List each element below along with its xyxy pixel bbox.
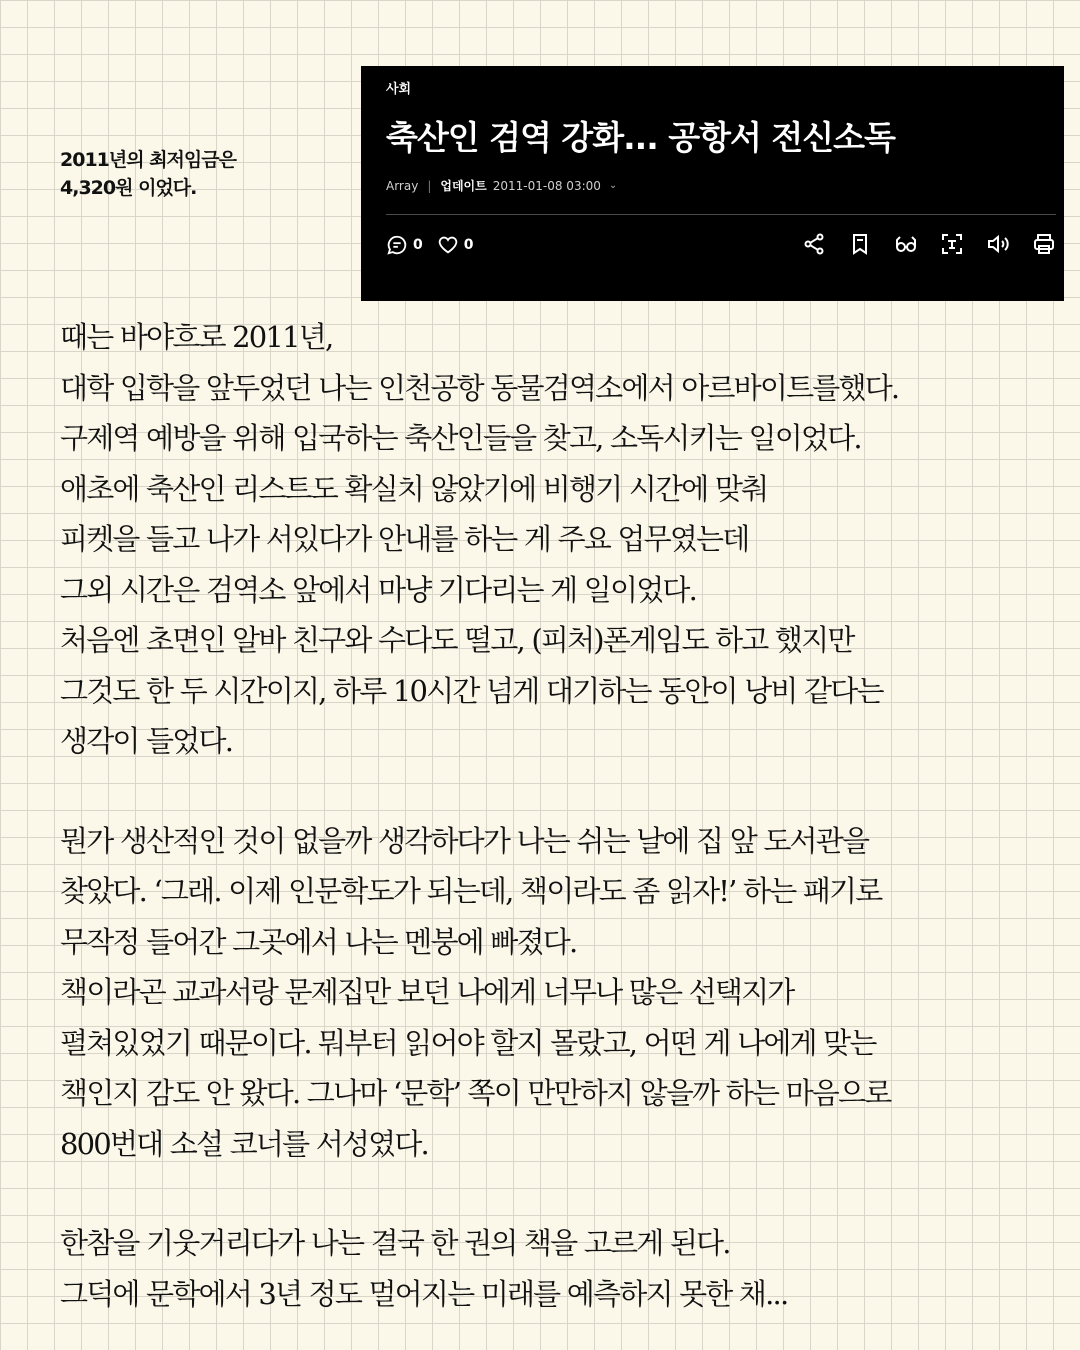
essay-line: 그덕에 문학에서 3년 정도 멀어지는 미래를 예측하지 못한 채... [60,1276,788,1311]
paragraph-gap [60,767,898,816]
scan-icon [940,232,964,256]
share-button[interactable] [802,232,826,256]
comment-icon [386,234,408,256]
essay-line: 생각이 들었다. [60,724,233,758]
minimum-wage-note [60,146,236,202]
note-line: 2011년의 최저임금은 [60,149,236,171]
speaker-icon [986,232,1010,256]
essay-line: 펼쳐있었기 때문이다. 뭐부터 읽어야 할지 몰랐고, 어떤 게 나에게 맞는 [60,1025,876,1060]
essay-line: 대학 입학을 앞두었던 나는 인천공항 동물검역소에서 아르바이트를했다. [60,370,899,405]
essay-line: 뭔가 생산적인 것이 없을까 생각하다가 나는 쉬는 날에 집 앞 도서관을 [60,823,869,858]
like-count: 0 [463,237,474,253]
article-meta [386,177,617,194]
essay-line: 구제역 예방을 위해 입국하는 축산인들을 찾고, 소독시키는 일이었다. [60,421,861,455]
essay-line: 한참을 기웃거리다가 나는 결국 한 권의 책을 고르게 된다. [60,1226,730,1260]
comment-button[interactable] [386,234,423,256]
share-icon [802,232,826,256]
article-category[interactable]: 사회 [386,82,412,97]
note-line: 4,320원 이었다. [60,177,197,199]
essay-line: 그것도 한 두 시간이지, 하루 10시간 넘게 대기하는 동안이 낭비 같다는 [60,673,883,708]
essay-body [60,312,898,1319]
reader-mode-button[interactable] [894,232,918,256]
comment-count: 0 [413,237,423,253]
essay-line: 그외 시간은 검역소 앞에서 마냥 기다리는 게 일이었다. [60,572,697,607]
glasses-icon [894,232,918,256]
essay-line: 피켓을 들고 나가 서있다가 안내를 하는 게 주요 업무였는데 [60,522,749,556]
essay-line: 책인지 감도 안 왔다. 그나마 ‘문학’ 쪽이 만만하지 않을까 하는 마음으로 [60,1076,891,1110]
chevron-down-icon[interactable]: ⌄ [608,180,618,191]
bookmark-button[interactable] [848,232,872,256]
heart-icon [437,234,459,256]
listen-button[interactable] [986,232,1010,256]
article-headline: 축산인 검역 강화... 공항서 전신소독 [386,118,895,157]
essay-line: 찾았다. ‘그래. 이제 인문학도가 되는데, 책이라도 좀 읽자!’ 하는 패기로 [60,874,882,908]
essay-line: 처음엔 초면인 알바 친구와 수다도 떨고, (피처)폰게임도 하고 했지만 [60,623,854,657]
essay-line: 책이라곤 교과서랑 문제집만 보던 나에게 너무나 많은 선택지가 [60,975,794,1009]
article-toolbar [780,232,1056,256]
print-button[interactable] [1032,232,1056,256]
essay-line: 800번대 소설 코너를 서성였다. [60,1126,428,1161]
meta-divider: | [427,178,432,193]
update-label: 업데이트 [440,179,487,193]
paragraph-gap [60,1169,898,1218]
like-button[interactable] [437,234,474,256]
bookmark-icon [848,232,872,256]
translate-button[interactable] [940,232,964,256]
divider [386,214,1056,215]
article-stats [386,234,488,256]
essay-line: 무작정 들어간 그곳에서 나는 멘붕에 빠졌다. [60,924,577,959]
article-author[interactable]: Array [386,178,419,193]
essay-line: 애초에 축산인 리스트도 확실치 않았기에 비행기 시간에 맞춰 [60,471,768,506]
update-time: 2011-01-08 03:00 [492,178,601,193]
print-icon [1032,232,1056,256]
news-article-screenshot [361,66,1064,301]
essay-line: 때는 바야흐로 2011년, [60,320,333,354]
